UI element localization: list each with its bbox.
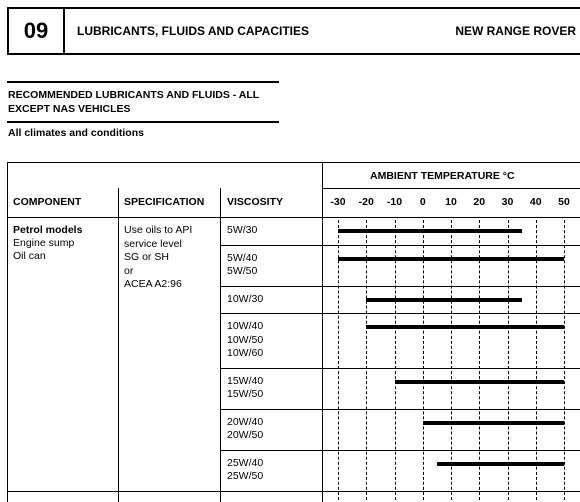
chapter-title: LUBRICANTS, FLUIDS AND CAPACITIES <box>77 24 309 38</box>
ambient-temperature-header: AMBIENT TEMPERATURE °C <box>370 170 515 182</box>
viscosity-cell <box>227 375 263 402</box>
temperature-tick-label: 30 <box>501 196 514 208</box>
viscosity-cell <box>227 224 257 238</box>
table-border-top <box>7 162 580 163</box>
spec-line: or <box>124 264 134 277</box>
temperature-range-bar <box>395 380 565 384</box>
viscosity-grade: 10W/60 <box>227 347 264 359</box>
viscosity-cell <box>227 457 263 484</box>
temperature-tick-label: -10 <box>386 196 403 208</box>
temperature-gridline <box>366 220 367 500</box>
temperature-gridline <box>508 220 509 500</box>
row-divider <box>220 313 580 314</box>
viscosity-cell <box>227 320 263 361</box>
viscosity-grade: 20W/40 <box>227 415 264 428</box>
header-divider <box>7 217 580 218</box>
table-border-left <box>7 162 8 502</box>
spec-line: ACEA A2:96 <box>124 278 182 291</box>
specification-header: SPECIFICATION <box>124 196 205 208</box>
row-divider <box>220 245 580 246</box>
viscosity-grade: 25W/50 <box>227 470 264 482</box>
spec-line: SG or SH <box>124 251 169 264</box>
section-heading <box>7 81 279 123</box>
component-line: Oil can <box>13 250 46 262</box>
row-divider <box>220 409 580 410</box>
column-divider <box>220 188 221 502</box>
viscosity-grade: 5W/30 <box>227 224 258 236</box>
viscosity-grade: 15W/50 <box>227 388 264 400</box>
temperature-range-bar <box>366 298 521 302</box>
temperature-tick-label: 50 <box>558 196 570 208</box>
page-header <box>7 7 580 55</box>
vehicle-name: NEW RANGE ROVER <box>455 24 576 38</box>
spec-line: Use oils to API <box>124 224 193 236</box>
section-heading-line: EXCEPT NAS VEHICLES <box>8 103 131 115</box>
temperature-range-bar <box>423 421 564 425</box>
subheading: All climates and conditions <box>8 127 144 139</box>
viscosity-grade: 10W/30 <box>227 292 264 305</box>
component-cell <box>13 224 82 263</box>
temperature-gridline <box>536 220 537 500</box>
temperature-gridline <box>395 220 396 500</box>
lubricants-table <box>7 162 580 502</box>
component-header: COMPONENT <box>13 196 82 208</box>
component-line: Engine sump <box>13 237 75 249</box>
viscosity-header: VISCOSITY <box>227 196 284 208</box>
viscosity-grade: 15W/40 <box>227 374 264 387</box>
temperature-tick-label: -30 <box>330 196 346 208</box>
temperature-tick-label: 20 <box>473 196 486 208</box>
temperature-range-bar <box>437 462 564 466</box>
section-number: 09 <box>9 9 65 53</box>
viscosity-cell <box>227 416 263 443</box>
viscosity-cell <box>227 252 257 279</box>
temperature-gridline <box>564 220 565 500</box>
viscosity-cell <box>227 293 263 307</box>
viscosity-grade: 10W/50 <box>227 333 264 346</box>
temperature-range-bar <box>366 325 564 329</box>
temperature-range-bar <box>338 229 522 233</box>
component-title: Petrol models <box>13 224 83 236</box>
temperature-range-bar <box>338 257 564 261</box>
viscosity-grade: 10W/40 <box>227 320 264 332</box>
group-divider <box>7 491 580 492</box>
column-divider <box>322 162 323 502</box>
row-divider <box>220 450 580 451</box>
spec-line: service level <box>124 237 182 250</box>
row-divider <box>220 286 580 287</box>
temperature-gridline <box>423 220 424 500</box>
temperature-gridline <box>479 220 480 500</box>
temperature-tick-label: 40 <box>529 196 542 208</box>
viscosity-grade: 5W/40 <box>227 251 258 264</box>
temperature-tick-label: 10 <box>445 196 457 208</box>
specification-cell <box>124 224 192 292</box>
viscosity-grade: 5W/50 <box>227 265 258 277</box>
viscosity-grade: 25W/40 <box>227 456 264 469</box>
viscosity-grade: 20W/50 <box>227 429 264 441</box>
section-heading-line: RECOMMENDED LUBRICANTS AND FLUIDS - ALL <box>8 89 260 101</box>
column-divider <box>118 188 119 502</box>
temperature-gridline <box>451 220 452 500</box>
ambient-divider <box>322 188 580 189</box>
temperature-tick-label: -20 <box>358 196 374 208</box>
temperature-gridline <box>338 220 339 500</box>
row-divider <box>220 368 580 369</box>
temperature-tick-label: 0 <box>419 196 426 208</box>
